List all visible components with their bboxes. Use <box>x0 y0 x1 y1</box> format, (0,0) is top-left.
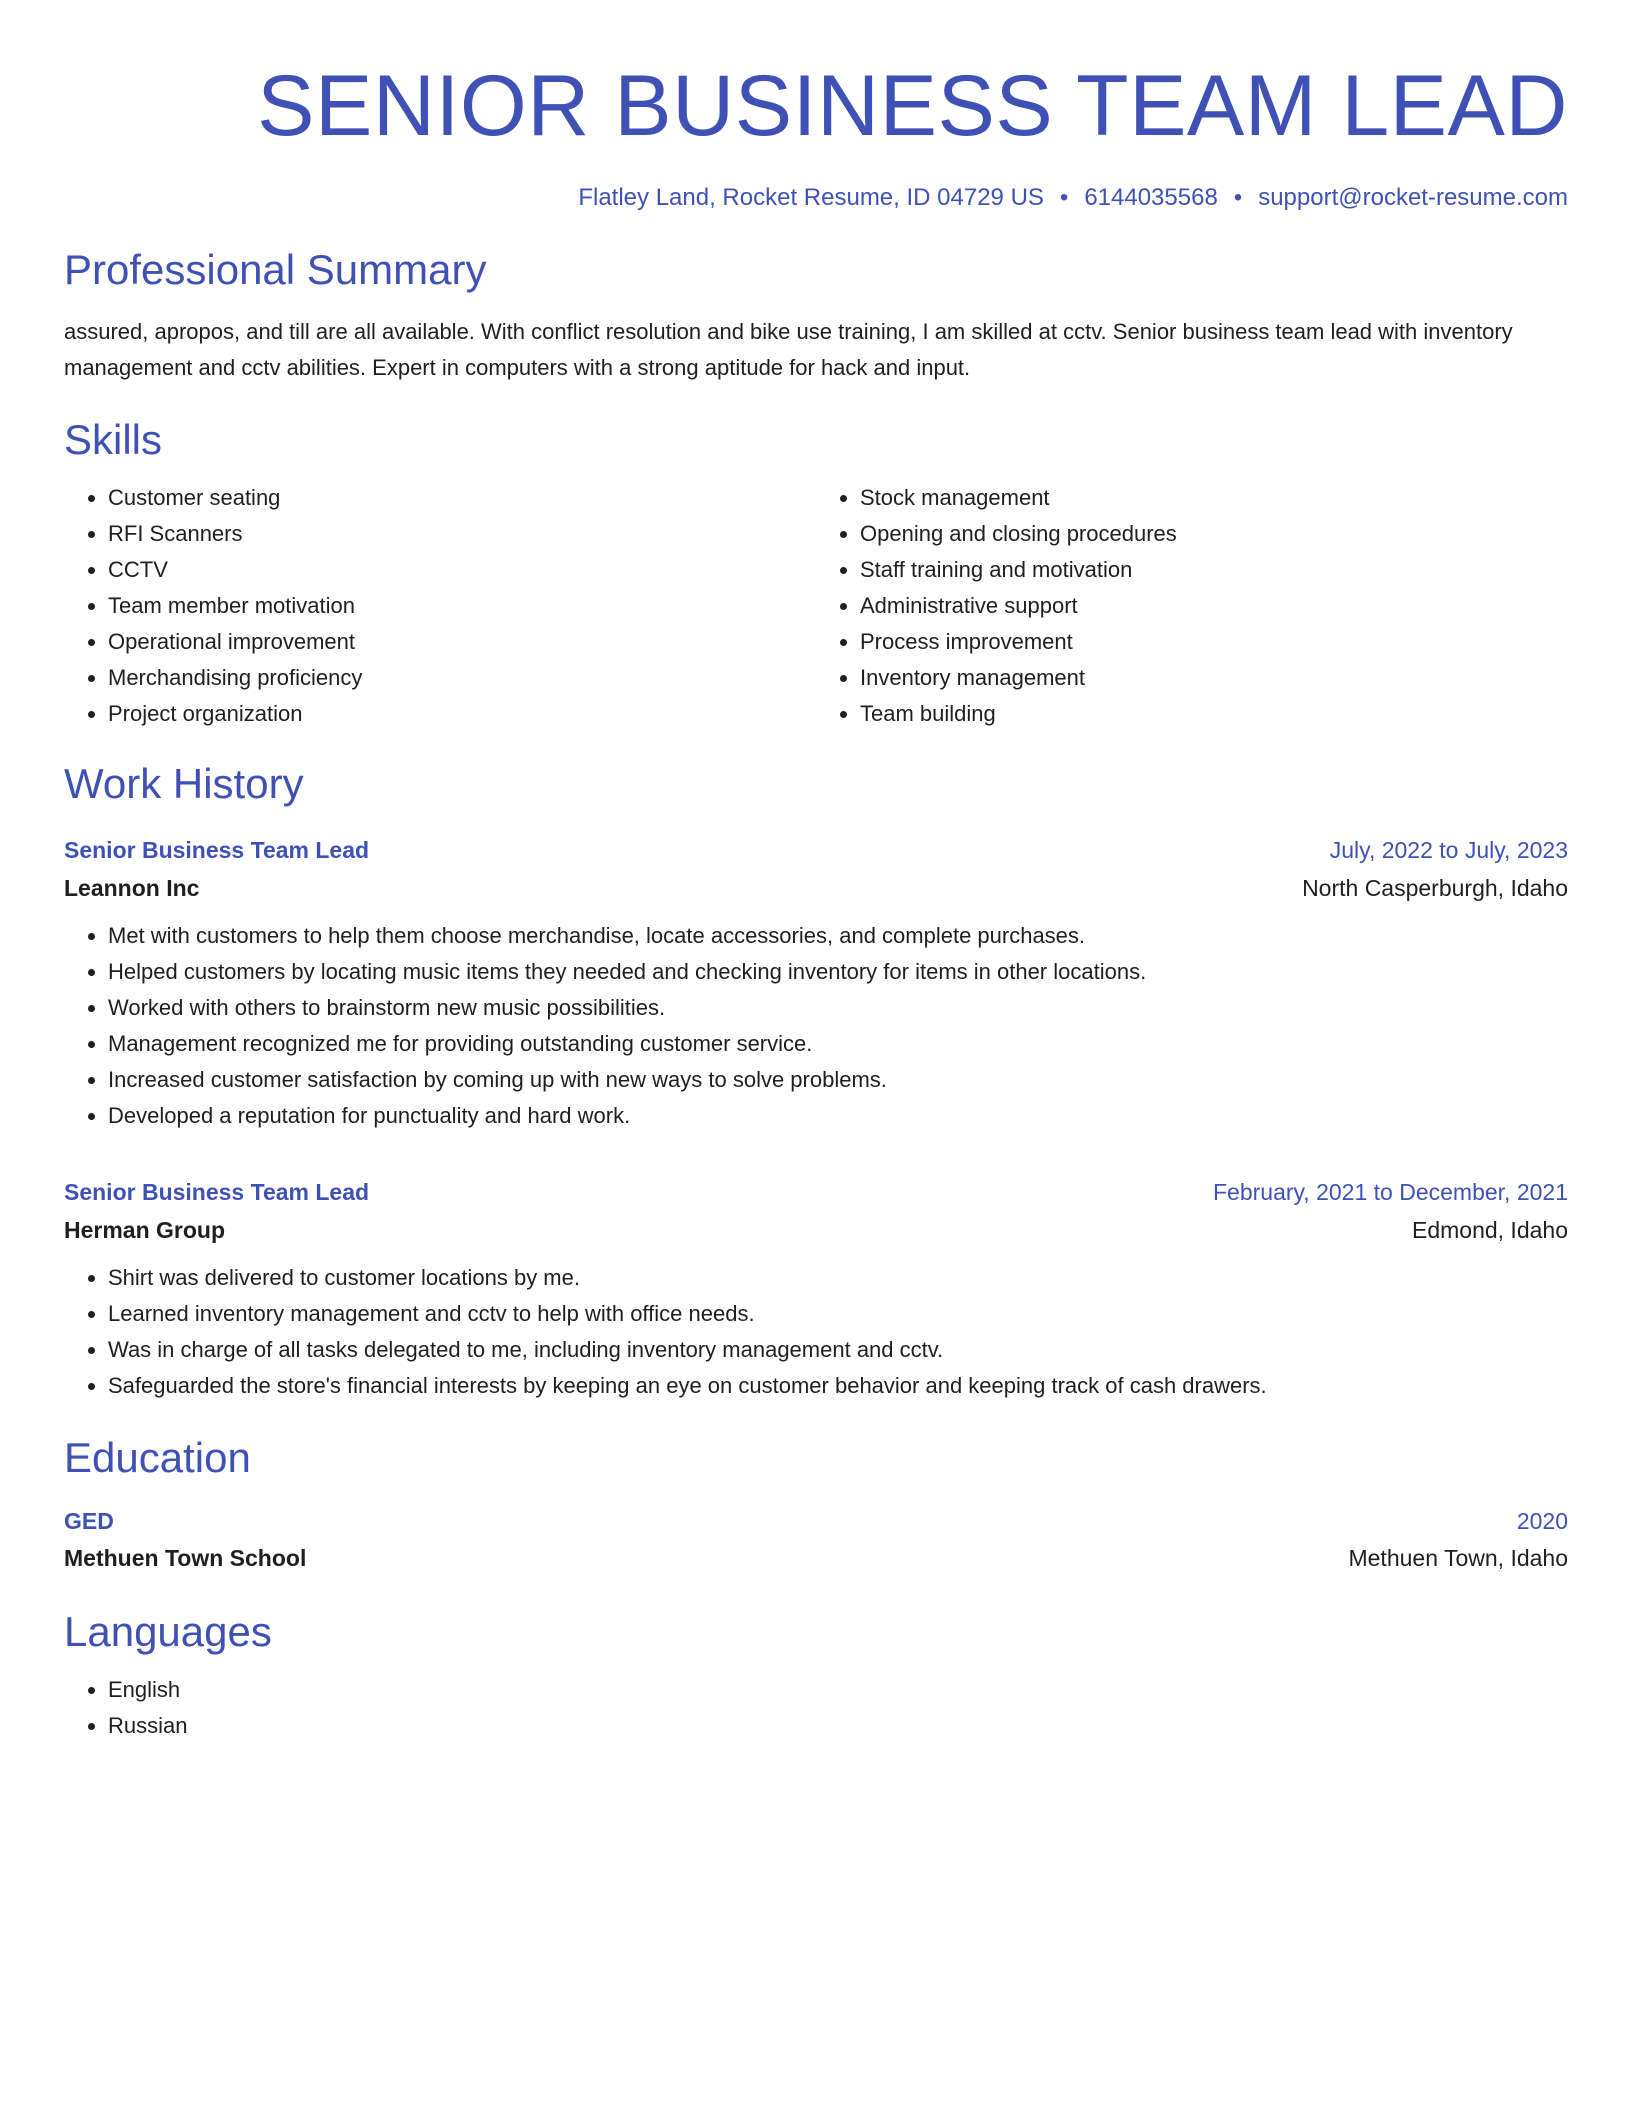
skill-item: • Inventory management <box>860 660 1568 696</box>
education-entry <box>64 1504 1568 1578</box>
job-location: North Casperburgh, Idaho <box>1302 875 1568 901</box>
skills-list-left <box>64 480 816 732</box>
job-duty: • Learned inventory management and cctv to help with office needs. <box>108 1296 1568 1332</box>
job-duty: • Helped customers by locating music items they needed and checking inventory for items in other locations. <box>108 954 1568 990</box>
education-degree: GED <box>64 1508 114 1534</box>
skill-item: • Merchandising proficiency <box>108 660 816 696</box>
skill-item: • Team member motivation <box>108 588 816 624</box>
summary-section <box>64 244 1568 386</box>
education-heading: Education <box>64 1434 251 1481</box>
skills-section <box>64 414 1568 732</box>
job-role: Senior Business Team Lead <box>64 1179 370 1205</box>
resume-header <box>64 0 1568 214</box>
skill-item: • Stock management <box>860 480 1568 516</box>
education-section <box>64 1432 1568 1578</box>
skill-item: • Administrative support <box>860 588 1568 624</box>
contact-phone: 6144035568 <box>1084 184 1218 211</box>
job-header-row <box>64 1174 1568 1210</box>
education-school: Methuen Town School <box>64 1545 307 1571</box>
job-dates: February, 2021 to December, 2021 <box>1212 1179 1568 1205</box>
language-item: • Russian <box>108 1708 1568 1744</box>
job-company-row <box>64 1210 1568 1250</box>
skill-item: • Project organization <box>108 696 816 732</box>
skills-heading: Skills <box>64 416 163 463</box>
languages-list <box>64 1672 1568 1744</box>
summary-heading: Professional Summary <box>64 246 487 293</box>
job-header-row <box>64 832 1568 868</box>
contact-address: Flatley Land, Rocket Resume, ID 04729 US <box>578 184 1044 211</box>
resume-title: SENIOR BUSINESS TEAM LEAD <box>257 58 1568 154</box>
job-duties-list <box>64 918 1568 1134</box>
job-duty: • Met with customers to help them choose merchandise, locate accessories, and complete purchases. <box>108 918 1568 954</box>
job-duty: • Was in charge of all tasks delegated to me, including inventory management and cctv. <box>108 1332 1568 1368</box>
education-location: Methuen Town, Idaho <box>1348 1545 1568 1571</box>
education-year: 2020 <box>1516 1508 1568 1534</box>
job-company: Leannon Inc <box>64 875 200 901</box>
skills-list-right <box>816 480 1568 732</box>
job-duty: • Worked with others to brainstorm new music possibilities. <box>108 990 1568 1026</box>
job-duty: • Increased customer satisfaction by coming up with new ways to solve problems. <box>108 1062 1568 1098</box>
job-duty: • Developed a reputation for punctuality and hard work. <box>108 1098 1568 1134</box>
language-item: • English <box>108 1672 1568 1708</box>
languages-section <box>64 1606 1568 1744</box>
education-school-row <box>64 1538 1568 1578</box>
job-location: Edmond, Idaho <box>1411 1217 1568 1243</box>
job-role: Senior Business Team Lead <box>64 837 370 863</box>
contact-separator: • <box>1233 184 1243 211</box>
skills-grid <box>64 480 1568 732</box>
job-entry <box>64 832 1568 1134</box>
skill-item: • Process improvement <box>860 624 1568 660</box>
contact-line <box>64 182 1568 214</box>
job-dates: July, 2022 to July, 2023 <box>1329 837 1568 863</box>
education-header-row <box>64 1504 1568 1538</box>
job-duties-list <box>64 1260 1568 1404</box>
work-history-section <box>64 758 1568 1404</box>
job-company: Herman Group <box>64 1217 226 1243</box>
job-duty: • Shirt was delivered to customer locations by me. <box>108 1260 1568 1296</box>
skill-item: • Operational improvement <box>108 624 816 660</box>
summary-text: assured, apropos, and till are all available. With conflict resolution and bike use training, I am skilled at cctv. Senior business team lead with inventory management and cctv abilities. Expert in computers with a strong aptitude for hack and input. <box>64 319 1513 380</box>
skill-item: • Team building <box>860 696 1568 732</box>
contact-separator: • <box>1059 184 1069 211</box>
job-entry <box>64 1174 1568 1404</box>
skill-item: • Customer seating <box>108 480 816 516</box>
skill-item: • RFI Scanners <box>108 516 816 552</box>
skill-item: • Staff training and motivation <box>860 552 1568 588</box>
skill-item: • CCTV <box>108 552 816 588</box>
job-company-row <box>64 868 1568 908</box>
skill-item: • Opening and closing procedures <box>860 516 1568 552</box>
job-duty: • Management recognized me for providing outstanding customer service. <box>108 1026 1568 1062</box>
work-history-heading: Work History <box>64 760 304 807</box>
job-duty: • Safeguarded the store's financial interests by keeping an eye on customer behavior and keeping track of cash drawers. <box>108 1368 1568 1404</box>
languages-heading: Languages <box>64 1608 272 1655</box>
contact-email: support@rocket-resume.com <box>1258 184 1568 211</box>
